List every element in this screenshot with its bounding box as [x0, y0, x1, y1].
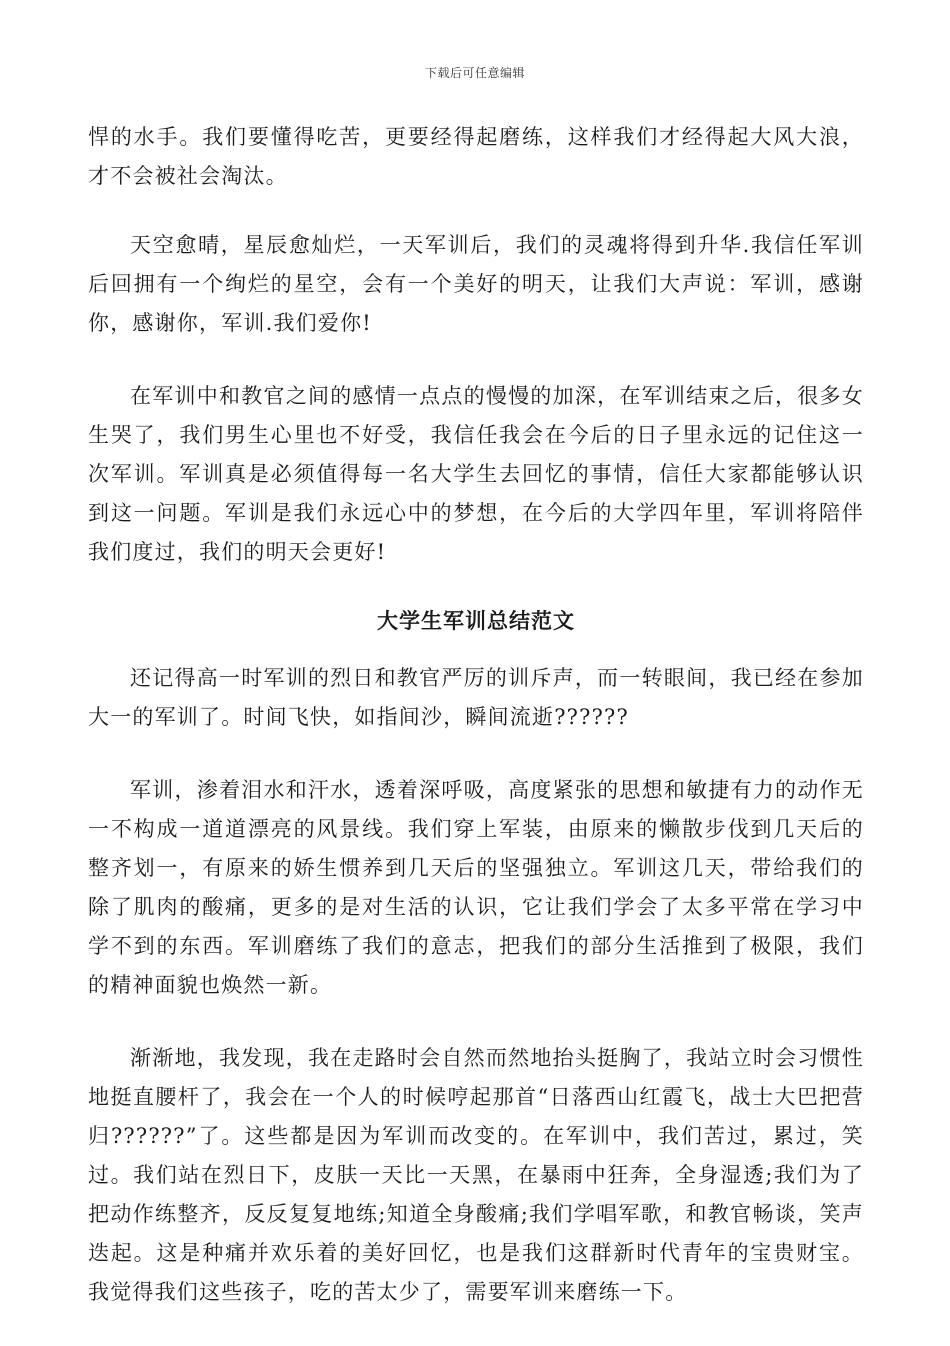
section-title: 大学生军训总结范文	[377, 609, 575, 633]
paragraph-continuation: 悍的水手。我们要懂得吃苦，更要经得起磨练，这样我们才经得起大风大浪，才不会被社会淘汰。	[88, 125, 864, 188]
paragraph: 军训，渗着泪水和汗水，透着深呼吸，高度紧张的思想和敏捷有力的动作无一不构成一道道漂亮的风景线。我们穿上军装，由原来的懒散步伐到几天后的整齐划一，有原来的娇生惯养到几天后的坚强独立。军训这几天，带给我们的除了肌肉的酸痛，更多的是对生活的认识，它让我们学会了太多平常在学习中学不到的东西。军训磨练了我们的意志，把我们的部分生活推到了极限，我们的精神面貌也焕然一新。	[88, 778, 864, 997]
document-body	[88, 118, 864, 1346]
paragraph: 在军训中和教官之间的感情一点点的慢慢的加深，在军训结束之后，很多女生哭了，我们男生心里也不好受，我信任我会在今后的日子里永远的记住这一次军训。军训真是必须值得每一名大学生去回忆的事情，信任大家都能够认识到这一问题。军训是我们永远心中的梦想，在今后的大学四年里，军训将陪伴我们度过，我们的明天会更好!	[88, 384, 864, 564]
paragraph: 还记得高一时军训的烈日和教官严厉的训斥声，而一转眼间，我已经在参加大一的军训了。时间飞快，如指间沙，瞬间流逝??????	[88, 666, 864, 729]
paragraph: 渐渐地，我发现，我在走路时会自然而然地抬头挺胸了，我站立时会习惯性地挺直腰杆了，我会在一个人的时候哼起那首“日落西山红霞飞，战士大巴把营归??????”了。这些都是因为军训而改变的。在军训中，我们苦过，累过，笑过。我们站在烈日下，皮肤一天比一天黑，在暴雨中狂奔，全身湿透;我们为了把动作练整齐，反反复复地练;知道全身酸痛;我们学唱军歌，和教官畅谈，笑声迭起。这是种痛并欢乐着的美好回忆，也是我们这群新时代青年的宝贵财宝。我觉得我们这些孩子，吃的苦太少了，需要军训来磨练一下。	[88, 1046, 864, 1304]
page-header: 下载后可任意编辑	[424, 66, 525, 80]
paragraph: 天空愈晴，星辰愈灿烂，一天军训后，我们的灵魂将得到升华.我信任军训后回拥有一个绚烂的星空，会有一个美好的明天，让我们大声说：军训，感谢你，感谢你，军训.我们爱你!	[88, 233, 864, 335]
